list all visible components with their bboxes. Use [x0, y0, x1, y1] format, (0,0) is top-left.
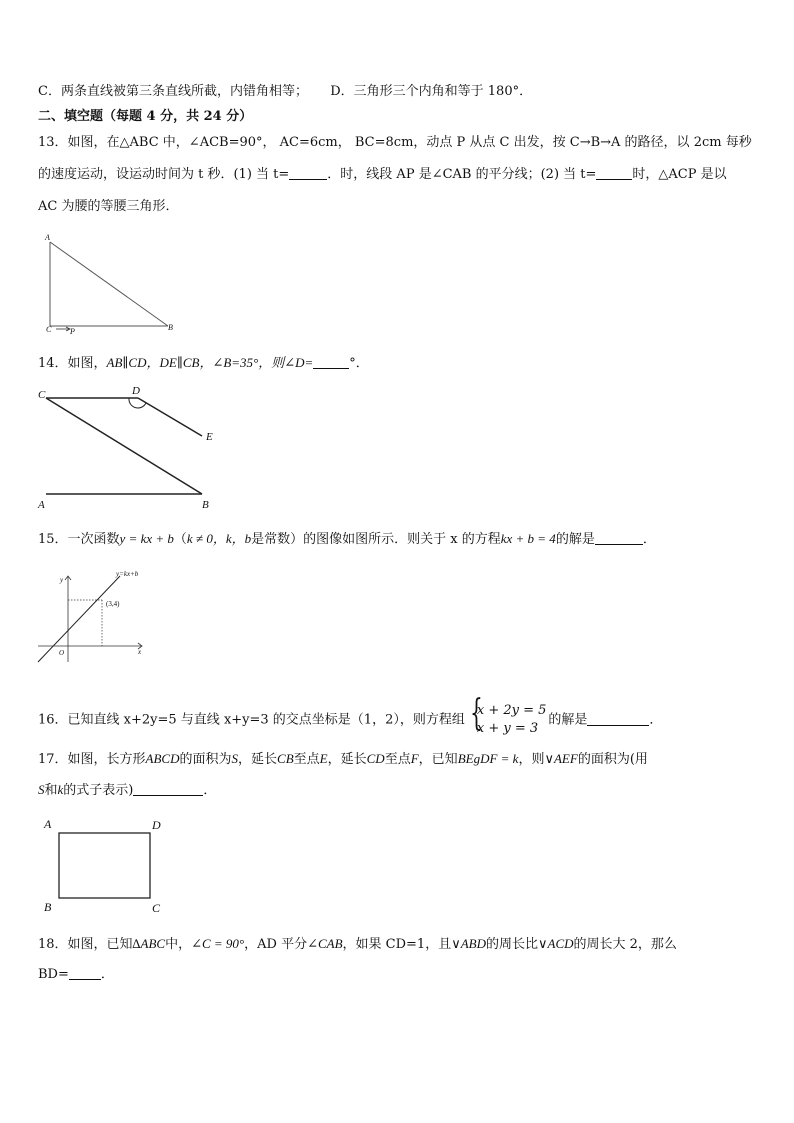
side-ab [50, 242, 168, 326]
q13-line1: 13．如图，在△ABC 中，∠ACB=90°， AC=6cm， BC=8cm，动点 P 从点 C 出发，按 C→B→A 的路径，以 2cm 每秒 [38, 135, 752, 150]
q13-blank1[interactable] [289, 167, 327, 180]
option-c: C．两条直线被第三条直线所截，内错角相等； [38, 84, 308, 99]
label-a: A [44, 817, 52, 831]
label-c: C [152, 901, 161, 915]
rectangle-abcd [59, 833, 150, 898]
q17-rectangle-figure [40, 816, 170, 916]
label-b: B [168, 323, 173, 332]
label-x: x [138, 648, 142, 656]
label-function: y=kx+b [116, 570, 139, 578]
label-e: E [206, 431, 213, 443]
label-a: A [45, 233, 50, 242]
q16-blank[interactable] [587, 713, 649, 726]
option-row [38, 83, 532, 101]
angle-d-arc [129, 398, 146, 408]
q14-blank[interactable] [313, 356, 349, 369]
label-b: B [44, 900, 52, 914]
q13-triangle-figure [40, 232, 190, 337]
q18-line2: BD= ． [38, 967, 114, 982]
q13-line3: AC 为腰的等腰三角形． [38, 199, 179, 214]
label-y: y [60, 576, 64, 584]
q13-blank2[interactable] [596, 167, 632, 180]
option-d: D．三角形三个内角和等于 180°． [330, 84, 533, 99]
q17-blank[interactable] [133, 783, 203, 796]
q15-line: 15．一次函数y = kx + b（k ≠ 0，k，b是常数）的图像如图所示．则关于 x 的方程kx + b = 4的解是 ． [38, 531, 656, 547]
label-o: O [59, 649, 65, 657]
label-d: D [132, 385, 140, 397]
function-line [38, 576, 120, 662]
label-c: C [38, 389, 46, 401]
q17-line1: 17．如图，长方形ABCD的面积为S，延长CB至点E，延长CD至点F，已知BEgDF = k，则∨AEF的面积为(用 [38, 751, 648, 767]
q18-line1: 18．如图，已知∆ABC中，∠C = 90°，AD 平分∠CAB，如果 CD=1，且∨ABD的周长比∨ACD的周长大 2，那么 [38, 936, 677, 952]
label-b: B [202, 499, 209, 511]
line-de [138, 398, 202, 436]
line-cb [46, 398, 202, 494]
q18-blank[interactable] [69, 967, 101, 980]
label-d: D [152, 818, 161, 832]
section-title: 二、填空题（每题 4 分，共 24 分） [38, 109, 253, 124]
q14-parallel-figure [36, 384, 226, 514]
label-a: A [38, 499, 45, 511]
q15-function-graph [34, 566, 154, 666]
q13-line2: 的速度运动，设运动时间为 t 秒．(1) 当 t= ．时，线段 AP 是∠CAB 的平分线；(2) 当 t= 时，△ACP 是以 [38, 167, 727, 182]
brace-icon: { [470, 693, 483, 734]
q16-line: 16．已知直线 x+2y=5 与直线 x+y=3 的交点坐标是（1，2），则方程组 { x + 2y = 5 x + y = 3 的解是 ． [38, 693, 663, 736]
equation-system: { x + 2y = 5 x + y = 3 [470, 693, 547, 736]
label-p: P [70, 327, 75, 336]
label-point: (3,4) [106, 600, 120, 608]
q15-blank[interactable] [595, 532, 643, 545]
label-c: C [46, 325, 52, 334]
q14-line: 14．如图，AB∥CD，DE∥CB，∠B=35°，则∠D= °． [38, 355, 369, 371]
q17-line2: S和k的式子表示) ． [38, 782, 217, 798]
